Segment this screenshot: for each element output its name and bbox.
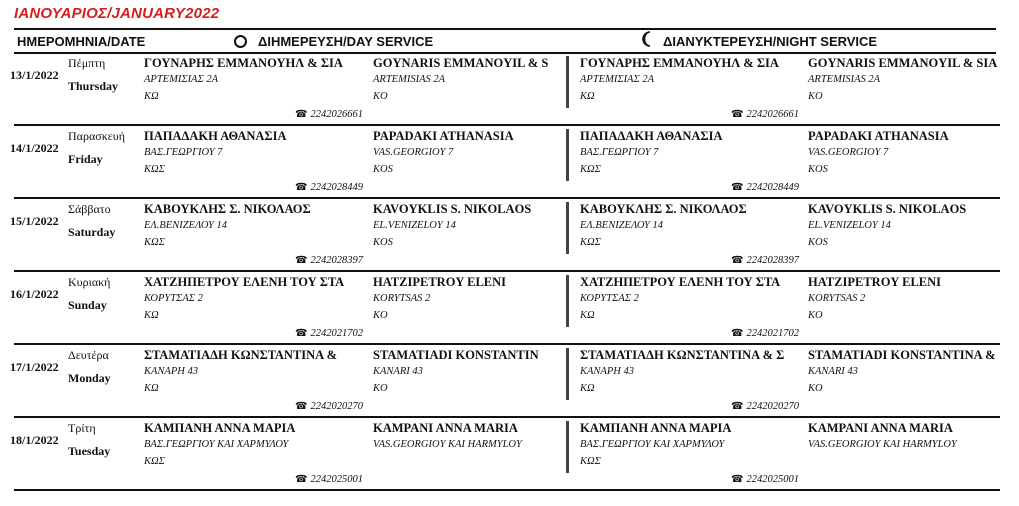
night-pharmacy-address-english: KORYTSAS 2 [808,293,866,304]
day-name-english: Monday [68,371,111,385]
day-pharmacy-city-greek: ΚΩΣ [144,237,165,248]
night-pharmacy-address-english: VAS.GEORGIOY KAI HARMYLOY [808,439,957,450]
telephone-icon: ☎ [295,474,308,485]
service-separator [566,275,569,327]
row-date: 17/1/2022 [10,360,59,374]
row-divider [14,416,1000,418]
telephone-icon: ☎ [731,255,744,266]
telephone-icon: ☎ [731,328,744,339]
day-pharmacy-address-greek: ΚΟΡΥΤΣΑΣ 2 [144,293,203,304]
row-date: 14/1/2022 [10,141,59,155]
day-pharmacy-address-english: KANARI 43 [373,366,423,377]
day-pharmacy-city-english: KOS [373,164,393,175]
telephone-icon: ☎ [295,401,308,412]
day-name-english: Sunday [68,298,107,312]
night-pharmacy-phone [731,255,799,266]
header-top-rule [14,28,996,30]
day-pharmacy-address-greek: ΒΑΣ.ΓΕΩΡΓΙΟΥ 7 [144,147,223,158]
night-pharmacy-phone [731,328,799,339]
row-divider [14,343,1000,345]
row-divider [14,197,1000,199]
day-pharmacy-name-greek: ΠΑΠΑΔΑΚΗ ΑΘΑΝΑΣΙΑ [144,129,287,143]
day-name-greek: Παρασκευή [68,129,125,143]
night-pharmacy-phone [731,474,799,485]
row-divider [14,489,1000,491]
night-pharmacy-city-greek: ΚΩΣ [580,456,601,467]
row-date: 13/1/2022 [10,68,59,82]
telephone-icon: ☎ [295,255,308,266]
phone-number: 2242025001 [746,474,799,485]
night-pharmacy-address-greek: ΚΟΡΥΤΣΑΣ 2 [580,293,639,304]
night-pharmacy-city-greek: ΚΩΣ [580,237,601,248]
telephone-icon: ☎ [731,109,744,120]
phone-number: 2242028449 [310,182,363,193]
service-separator [566,56,569,108]
telephone-icon: ☎ [731,182,744,193]
night-pharmacy-phone [731,109,799,120]
day-pharmacy-city-greek: ΚΩΣ [144,164,165,175]
night-pharmacy-name-greek: ΣΤΑΜΑΤΙΑΔΗ ΚΩΝΣΤΑΝΤΙΝΑ & Σ [580,348,785,362]
night-pharmacy-name-english: GOYNARIS EMMANOYIL & SIA [808,56,998,70]
day-pharmacy-address-greek: ΕΛ.ΒΕΝΙΖΕΛΟΥ 14 [144,220,227,231]
night-pharmacy-city-greek: ΚΩ [580,310,595,321]
day-name-greek: Κυριακή [68,275,111,289]
night-pharmacy-name-greek: ΧΑΤΖΗΠΕΤΡΟΥ ΕΛΕΝΗ ΤΟΥ ΣΤΑ [580,275,781,289]
day-pharmacy-address-english: ARTEMISIAS 2A [373,74,446,85]
night-pharmacy-name-greek: ΚΑΜΠΑΝΗ ΑΝΝΑ ΜΑΡΙΑ [580,421,732,435]
day-pharmacy-city-english: KO [373,383,388,394]
day-pharmacy-phone [295,182,363,193]
night-pharmacy-phone [731,182,799,193]
day-pharmacy-name-english: GOYNARIS EMMANOYIL & S [373,56,549,70]
day-pharmacy-name-english: PAPADAKI ATHANASIA [373,129,514,143]
day-pharmacy-name-greek: ΣΤΑΜΑΤΙΑΔΗ ΚΩΝΣΤΑΝΤΙΝΑ & [144,348,338,362]
telephone-icon: ☎ [295,328,308,339]
day-pharmacy-phone [295,255,363,266]
day-name-english: Friday [68,152,103,166]
night-pharmacy-city-english: KO [808,91,823,102]
day-service-header: ΔΙΗΜΕΡΕΥΣΗ/DAY SERVICE [258,34,434,49]
sun-icon [234,35,247,48]
telephone-icon: ☎ [731,401,744,412]
day-pharmacy-name-english: KAVOYKLIS S. NIKOLAOS [373,202,532,216]
night-pharmacy-address-greek: ΕΛ.ΒΕΝΙΖΕΛΟΥ 14 [580,220,663,231]
day-pharmacy-name-greek: ΧΑΤΖΗΠΕΤΡΟΥ ΕΛΕΝΗ ΤΟΥ ΣΤΑ [144,275,345,289]
day-pharmacy-city-english: KO [373,91,388,102]
day-pharmacy-address-greek: ΚΑΝΑΡΗ 43 [144,366,198,377]
night-pharmacy-city-greek: ΚΩΣ [580,164,601,175]
day-pharmacy-address-english: EL.VENIZELOY 14 [373,220,456,231]
telephone-icon: ☎ [295,109,308,120]
day-pharmacy-name-english: HATZIPETROY ELENI [373,275,507,289]
day-name-english: Tuesday [68,444,111,458]
service-separator [566,202,569,254]
day-pharmacy-city-greek: ΚΩΣ [144,456,165,467]
telephone-icon: ☎ [731,474,744,485]
day-name-greek: Σάββατο [68,202,111,216]
phone-number: 2242028449 [746,182,799,193]
day-pharmacy-address-greek: ΑΡΤΕΜΙΣΙΑΣ 2Α [144,74,219,85]
night-pharmacy-address-english: VAS.GEORGIOY 7 [808,147,889,158]
date-column-header: ΗΜΕΡΟΜΗΝΙΑ/DATE [17,34,146,49]
phone-number: 2242028397 [310,255,363,266]
night-service-header: ΔΙΑΝΥΚΤΕΡΕΥΣΗ/NIGHT SERVICE [663,34,878,49]
day-pharmacy-address-greek: ΒΑΣ.ΓΕΩΡΓΙΟΥ ΚΑΙ ΧΑΡΜΥΛΟΥ [144,439,289,450]
phone-number: 2242028397 [746,255,799,266]
night-pharmacy-address-english: EL.VENIZELOY 14 [808,220,891,231]
day-pharmacy-city-greek: ΚΩ [144,383,159,394]
day-name-greek: Πέμπτη [68,56,106,70]
phone-number: 2242020270 [310,401,363,412]
night-pharmacy-address-greek: ΑΡΤΕΜΙΣΙΑΣ 2Α [580,74,655,85]
day-pharmacy-address-english: KORYTSAS 2 [373,293,431,304]
row-date: 18/1/2022 [10,433,59,447]
night-pharmacy-city-english: KOS [808,164,828,175]
phone-number: 2242020270 [746,401,799,412]
phone-number: 2242021702 [310,328,363,339]
day-pharmacy-address-english: VAS.GEORGIOY KAI HARMYLOY [373,439,522,450]
night-pharmacy-city-greek: ΚΩ [580,383,595,394]
day-pharmacy-phone [295,401,363,412]
day-pharmacy-address-english: VAS.GEORGIOY 7 [373,147,454,158]
day-pharmacy-name-greek: ΚΑΒΟΥΚΛΗΣ Σ. ΝΙΚΟΛΑΟΣ [144,202,311,216]
night-pharmacy-name-greek: ΓΟΥΝΑΡΗΣ ΕΜΜΑΝΟΥΗΛ & ΣΙΑ [580,56,779,70]
row-divider [14,270,1000,272]
day-name-greek: Τρίτη [68,421,96,435]
night-pharmacy-city-greek: ΚΩ [580,91,595,102]
day-pharmacy-city-english: KOS [373,237,393,248]
day-pharmacy-city-greek: ΚΩ [144,91,159,102]
moon-icon [640,31,654,47]
night-pharmacy-phone [731,401,799,412]
service-separator [566,348,569,400]
night-pharmacy-name-english: KAVOYKLIS S. NIKOLAOS [808,202,967,216]
day-pharmacy-name-greek: ΓΟΥΝΑΡΗΣ ΕΜΜΑΝΟΥΗΛ & ΣΙΑ [144,56,343,70]
service-separator [566,421,569,473]
night-pharmacy-name-english: KAMPANI ANNA MARIA [808,421,953,435]
night-pharmacy-name-english: PAPADAKI ATHANASIA [808,129,949,143]
night-pharmacy-name-greek: ΚΑΒΟΥΚΛΗΣ Σ. ΝΙΚΟΛΑΟΣ [580,202,747,216]
day-pharmacy-city-greek: ΚΩ [144,310,159,321]
month-title: ΙΑΝΟΥΑΡΙΟΣ/JANUARY2022 [14,5,220,22]
day-name-english: Saturday [68,225,116,239]
phone-number: 2242021702 [746,328,799,339]
row-date: 15/1/2022 [10,214,59,228]
night-pharmacy-name-english: HATZIPETROY ELENI [808,275,942,289]
phone-number: 2242025001 [310,474,363,485]
day-pharmacy-name-greek: ΚΑΜΠΑΝΗ ΑΝΝΑ ΜΑΡΙΑ [144,421,296,435]
night-pharmacy-city-english: KOS [808,237,828,248]
phone-number: 2242026661 [746,109,799,120]
header-bottom-rule [14,52,996,54]
row-divider [14,124,1000,126]
phone-number: 2242026661 [310,109,363,120]
day-pharmacy-name-english: STAMATIADI KONSTANTIN [373,348,539,362]
telephone-icon: ☎ [295,182,308,193]
night-pharmacy-address-greek: ΚΑΝΑΡΗ 43 [580,366,634,377]
day-pharmacy-name-english: KAMPANI ANNA MARIA [373,421,518,435]
night-pharmacy-address-english: ARTEMISIAS 2A [808,74,881,85]
day-pharmacy-phone [295,474,363,485]
row-date: 16/1/2022 [10,287,59,301]
night-pharmacy-address-greek: ΒΑΣ.ΓΕΩΡΓΙΟΥ 7 [580,147,659,158]
night-pharmacy-name-english: STAMATIADI KONSTANTINA & [808,348,996,362]
night-pharmacy-city-english: KO [808,310,823,321]
night-pharmacy-city-english: KO [808,383,823,394]
day-pharmacy-phone [295,109,363,120]
service-separator [566,129,569,181]
day-pharmacy-phone [295,328,363,339]
day-pharmacy-city-english: KO [373,310,388,321]
night-pharmacy-address-greek: ΒΑΣ.ΓΕΩΡΓΙΟΥ ΚΑΙ ΧΑΡΜΥΛΟΥ [580,439,725,450]
day-name-greek: Δευτέρα [68,348,109,362]
night-pharmacy-name-greek: ΠΑΠΑΔΑΚΗ ΑΘΑΝΑΣΙΑ [580,129,723,143]
night-pharmacy-address-english: KANARI 43 [808,366,858,377]
day-name-english: Thursday [68,79,119,93]
